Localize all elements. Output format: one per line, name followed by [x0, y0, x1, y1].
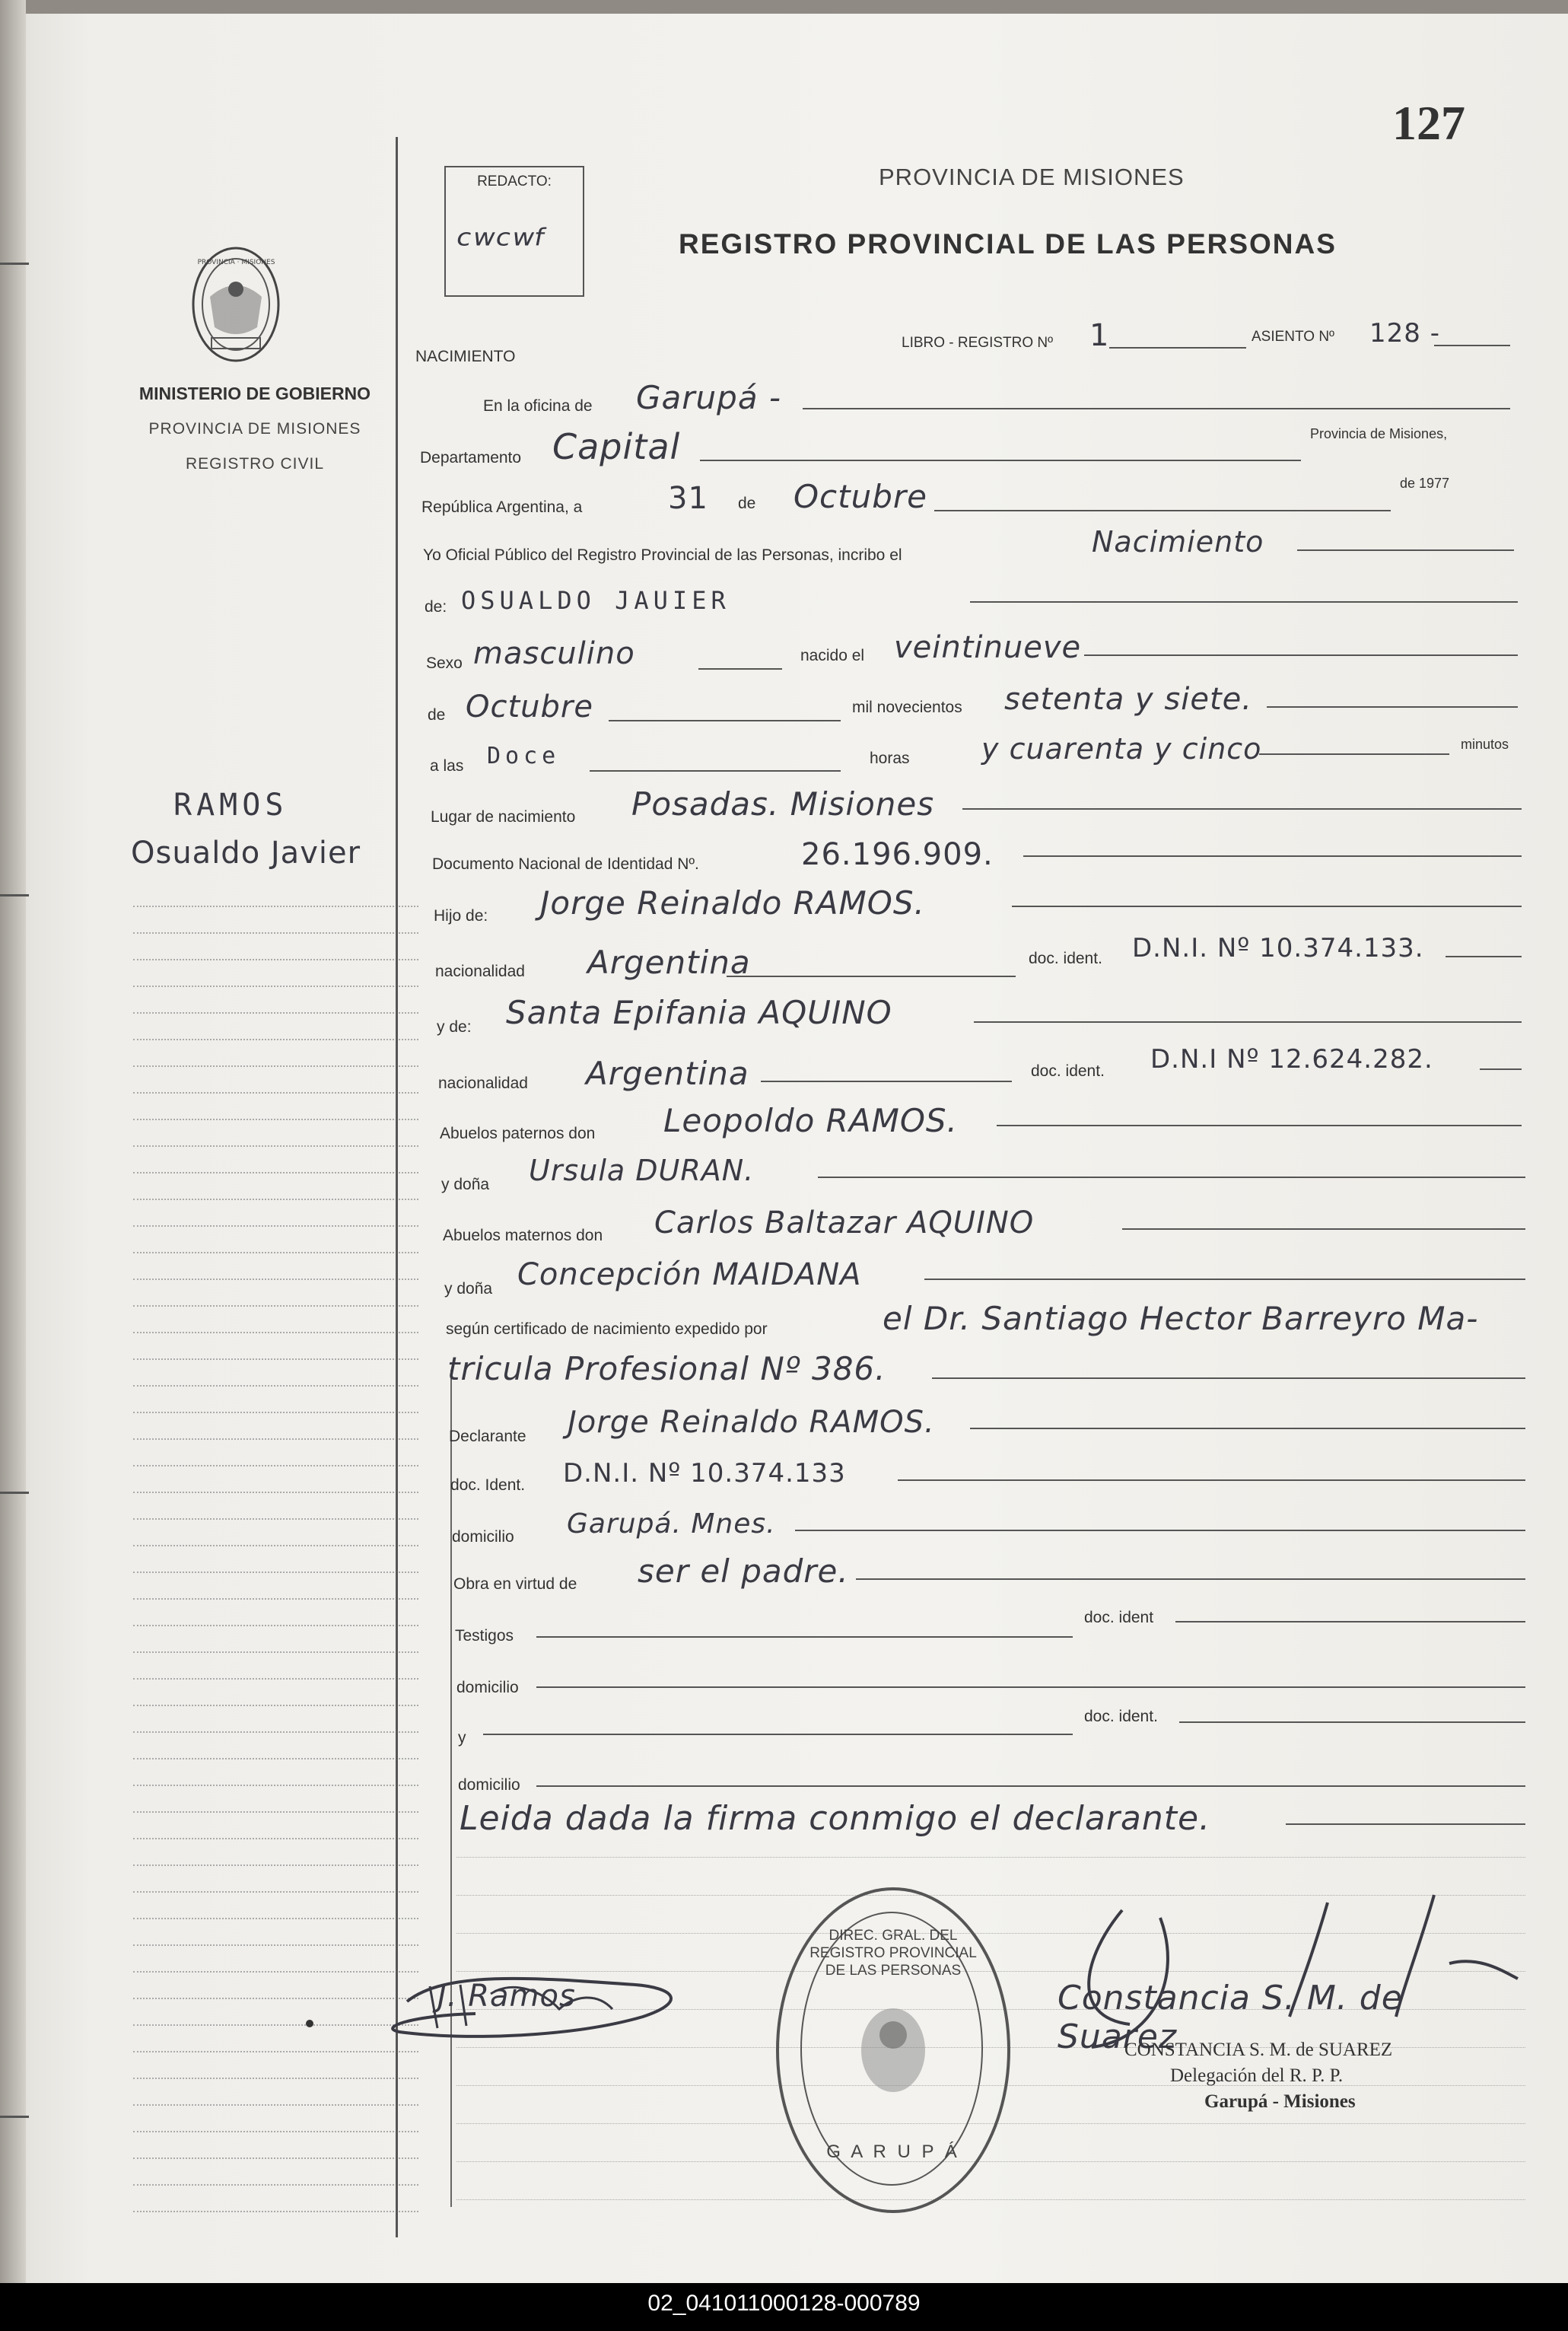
dni-value: 26.196.909. — [801, 837, 994, 872]
margin-dotted-line — [133, 1811, 418, 1813]
dona-value: Ursula DURAN. — [529, 1154, 755, 1187]
margin-dotted-line — [133, 959, 418, 960]
republica-label: República Argentina, a — [421, 498, 583, 516]
left-province: PROVINCIA DE MISIONES — [148, 420, 361, 438]
nacionalidad-value: Argentina — [587, 944, 751, 981]
nacionalidad-label: nacionalidad — [435, 963, 525, 980]
minutos-label: minutos — [1461, 737, 1509, 752]
official-stamp — [776, 1887, 1010, 2213]
redacto-initials: ᶜʷᶜʷᶠ — [456, 221, 549, 270]
seal-inscription: PROVINCIA · MISIONES — [197, 259, 275, 266]
margin-dotted-line — [133, 1199, 418, 1200]
libro-label: LIBRO - REGISTRO Nº — [902, 335, 1054, 351]
scan-file-id: 02_041011000128-000789 — [647, 2291, 921, 2316]
month-value: Octubre — [794, 478, 928, 515]
margin-dotted-line — [133, 1385, 418, 1387]
nacido-value: veintinueve — [894, 630, 1082, 665]
binding-notch — [0, 263, 29, 265]
official-name: CONSTANCIA S. M. de SUAREZ — [1124, 2040, 1393, 2060]
provincia-suffix: Provincia de Misiones, — [1310, 426, 1448, 441]
mother-dni: D.N.I Nº 12.624.282. — [1150, 1044, 1433, 1075]
margin-dotted-line — [133, 1065, 418, 1067]
libro-value: 1 — [1089, 318, 1110, 353]
y-label: y — [458, 1729, 466, 1747]
ministry-title: MINISTERIO DE GOBIERNO — [138, 384, 371, 403]
margin-dotted-line — [133, 1438, 418, 1440]
dona-label: y doña — [441, 1176, 490, 1193]
horas-label: horas — [870, 750, 910, 767]
abuelos-maternos-value: Carlos Baltazar AQUINO — [654, 1205, 1035, 1240]
margin-dotted-line — [133, 2157, 418, 2159]
hijo-value: Jorge Reinaldo RAMOS. — [540, 884, 925, 922]
form-margin-rule — [396, 137, 398, 2237]
margin-dotted-line — [133, 1731, 418, 1733]
asiento-value: 128 - — [1369, 318, 1440, 349]
margin-dotted-line — [133, 986, 418, 987]
margin-dotted-line — [133, 1145, 418, 1147]
margin-dotted-line — [133, 1998, 418, 1999]
page-binding — [0, 0, 26, 2283]
oficial-value: Nacimiento — [1092, 525, 1264, 559]
sexo-label: Sexo — [426, 654, 463, 672]
margin-dotted-line — [133, 1279, 418, 1280]
nacido-label: nacido el — [800, 647, 865, 664]
margin-dotted-line — [133, 1358, 418, 1360]
asiento-label: ASIENTO Nº — [1252, 329, 1334, 345]
matricula-value: tricula Profesional Nº 386. — [447, 1350, 886, 1387]
hijo-label: Hijo de: — [434, 907, 488, 925]
alas-value: Doce — [487, 743, 561, 769]
nacionalidad-label-2: nacionalidad — [438, 1075, 528, 1092]
margin-dotted-line — [133, 1332, 418, 1333]
oficina-value: Garupá - — [636, 379, 782, 416]
binding-notch — [0, 894, 29, 896]
nacimiento-label: NACIMIENTO — [415, 348, 516, 365]
margin-dotted-line — [133, 1172, 418, 1173]
father-dni: D.N.I. Nº 10.374.133. — [1132, 933, 1424, 963]
margin-dotted-line — [133, 1625, 418, 1626]
margin-surname: RAMOS — [173, 788, 288, 823]
segun-label: según certificado de nacimiento expedido por — [446, 1320, 768, 1338]
binding-notch — [0, 2116, 29, 2118]
declarante-value: Jorge Reinaldo RAMOS. — [568, 1405, 935, 1440]
domicilio-label-3: domicilio — [458, 1776, 520, 1794]
header-province: PROVINCIA DE MISIONES — [879, 164, 1185, 190]
testigos-label: Testigos — [455, 1627, 514, 1645]
margin-dotted-line — [133, 2131, 418, 2132]
margin-dotted-line — [133, 1518, 418, 1520]
year-label: de 1977 — [1400, 476, 1450, 491]
margin-dotted-line — [133, 1119, 418, 1120]
margin-dotted-line — [133, 1012, 418, 1014]
margin-dotted-line — [133, 1705, 418, 1706]
declarant-signature — [384, 1956, 704, 2047]
margin-dotted-line — [133, 1412, 418, 1413]
official-signature-text: Constancia S. M. de Suarez — [1058, 1979, 1403, 2056]
doc-ident-label: doc. ident. — [1029, 950, 1102, 967]
segun-value: el Dr. Santiago Hector Barreyro Ma- — [883, 1300, 1479, 1337]
lugar-value: Posadas. Misiones — [631, 785, 935, 823]
oficial-label: Yo Oficial Público del Registro Provincial de las Personas, incribo el — [423, 546, 902, 564]
margin-dotted-line — [133, 1864, 418, 1866]
dona-label-2: y doña — [444, 1280, 493, 1298]
de-label: de — [738, 495, 756, 512]
minutos-value: y cuarenta y cinco — [981, 732, 1262, 766]
domicilio-label: domicilio — [452, 1528, 514, 1546]
de-mes-value: Octubre — [466, 689, 593, 724]
margin-dotted-line — [133, 1944, 418, 1946]
domicilio-label-2: domicilio — [456, 1679, 519, 1696]
margin-dotted-line — [133, 1838, 418, 1839]
margin-dotted-line — [133, 1465, 418, 1466]
mil-label: mil novecientos — [852, 699, 962, 716]
margin-dotted-line — [133, 1305, 418, 1307]
margin-given-names: Osualdo Javier — [131, 836, 361, 871]
margin-dotted-line — [133, 932, 418, 934]
departamento-label: Departamento — [420, 449, 522, 467]
margin-dotted-line — [133, 1918, 418, 1919]
margin-dotted-line — [133, 1492, 418, 1493]
ink-dot — [306, 2020, 313, 2027]
abuelos-maternos-label: Abuelos maternos don — [443, 1227, 603, 1244]
header-registry: REGISTRO PROVINCIAL DE LAS PERSONAS — [679, 228, 1337, 260]
redacto-label: REDACTO: — [477, 174, 552, 189]
mother-name: Santa Epifania AQUINO — [506, 994, 892, 1031]
abuelos-paternos-value: Leopoldo RAMOS. — [663, 1102, 958, 1139]
day-value: 31 — [668, 481, 708, 516]
margin-dotted-line — [133, 1598, 418, 1600]
form-lower-rule — [450, 1370, 452, 2207]
margin-dotted-line — [133, 2051, 418, 2052]
margin-dotted-line — [133, 1758, 418, 1759]
top-edge — [0, 0, 1568, 14]
sexo-value: masculino — [473, 636, 635, 671]
margin-dotted-line — [133, 1092, 418, 1094]
margin-dotted-line — [133, 2078, 418, 2079]
redacto-box — [444, 166, 584, 297]
margin-dotted-line — [133, 1572, 418, 1573]
page-number: 127 — [1392, 96, 1465, 150]
margin-dotted-line — [133, 906, 418, 907]
margin-dotted-line — [133, 1971, 418, 1973]
leida-statement: Leida dada la firma conmigo el declarante. — [460, 1799, 1211, 1838]
official-signature — [1038, 1887, 1525, 2055]
doc-ident-label-3: doc. Ident. — [450, 1476, 526, 1494]
margin-dotted-line — [133, 1678, 418, 1680]
margin-dotted-line — [133, 1651, 418, 1653]
declarante-dni: D.N.I. Nº 10.374.133 — [563, 1458, 846, 1489]
y-doc-label: doc. ident. — [1084, 1708, 1158, 1725]
margin-dotted-line — [133, 1891, 418, 1893]
doc-ident-label-2: doc. ident. — [1031, 1062, 1105, 1080]
dni-label: Documento Nacional de Identidad Nº. — [432, 855, 699, 873]
declarant-signature-text: J. Ramos — [437, 1979, 576, 2014]
margin-dotted-line — [133, 1039, 418, 1040]
left-civil-registry: REGISTRO CIVIL — [185, 455, 325, 473]
margin-dotted-line — [133, 1785, 418, 1786]
official-place: Garupá - Misiones — [1204, 2091, 1356, 2112]
margin-dotted-line — [133, 2211, 418, 2212]
declarante-label: Declarante — [449, 1428, 526, 1445]
domicilio-value: Garupá. Mnes. — [567, 1508, 776, 1540]
registrant-name: OSUALDO JAUIER — [461, 586, 730, 615]
margin-dotted-line — [133, 1545, 418, 1546]
testigos-doc-label: doc. ident — [1084, 1609, 1154, 1626]
form-dotted-line — [456, 1857, 1525, 1858]
oficina-label: En la oficina de — [483, 397, 593, 415]
margin-dotted-line — [133, 2104, 418, 2106]
stamp-bottom-text: G A R U P Á — [826, 2142, 960, 2162]
obra-label: Obra en virtud de — [453, 1575, 577, 1593]
binding-notch — [0, 1492, 29, 1494]
stamp-ring-text: DIREC. GRAL. DEL REGISTRO PROVINCIAL DE LAS PERSONAS — [809, 1928, 977, 1979]
dona-value-2: Concepción MAIDANA — [517, 1257, 862, 1292]
yde-label: y de: — [437, 1018, 472, 1036]
de-mes-label: de — [428, 706, 446, 724]
margin-dotted-line — [133, 2184, 418, 2186]
mil-value: setenta y siete. — [1004, 682, 1252, 717]
obra-value: ser el padre. — [638, 1552, 849, 1590]
margin-dotted-line — [133, 2024, 418, 2026]
de-name-label: de: — [425, 598, 447, 616]
abuelos-paternos-label: Abuelos paternos don — [440, 1125, 596, 1142]
margin-dotted-line — [133, 1225, 418, 1227]
departamento-value: Capital — [552, 426, 681, 467]
alas-label: a las — [430, 757, 464, 775]
margin-dotted-line — [133, 1252, 418, 1253]
lugar-label: Lugar de nacimiento — [431, 808, 576, 826]
nacionalidad-value-2: Argentina — [586, 1055, 749, 1092]
official-role: Delegación del R. P. P. — [1170, 2065, 1344, 2086]
